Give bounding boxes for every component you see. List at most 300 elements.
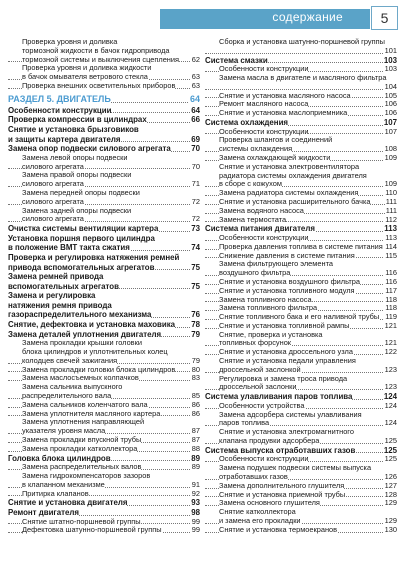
toc-page-number: 129 bbox=[384, 517, 397, 526]
toc-chapter-entry bbox=[8, 115, 200, 125]
toc-entry-text: Проверка и регулировка натяжения ремней bbox=[8, 252, 180, 262]
toc-page-number: 113 bbox=[384, 224, 397, 234]
toc-page-number: 76 bbox=[191, 310, 200, 320]
toc-entry bbox=[205, 92, 397, 101]
toc-entry bbox=[205, 100, 397, 109]
toc-entry bbox=[8, 163, 200, 172]
toc-page-number: 116 bbox=[385, 269, 397, 278]
toc-entry-text: Снятие и установка дроссельного узла bbox=[219, 348, 353, 357]
toc-entry-text: Снятие и установка приемной трубы bbox=[219, 490, 346, 499]
toc-page-number: 123 bbox=[384, 365, 397, 374]
toc-page-number: 80 bbox=[191, 365, 200, 374]
toc-entry-text: Дефектовка шатунно-поршневой группы bbox=[22, 526, 162, 535]
toc-entry bbox=[205, 172, 397, 181]
toc-page-number: 125 bbox=[384, 437, 397, 446]
toc-entry-text: Особенности конструкции bbox=[219, 233, 309, 242]
toc-entry-text: и защиты картера двигателя bbox=[8, 134, 121, 144]
toc-page-number: 62 bbox=[191, 55, 200, 64]
toc-entry-text: клапана продувки адсорбера bbox=[219, 437, 320, 446]
toc-entry-text: дроссельной заслонки bbox=[219, 383, 297, 392]
toc-entry-text: Замена термостата bbox=[219, 215, 287, 224]
toc-page-number: 119 bbox=[385, 313, 397, 322]
toc-entry-text: Замена дополнительного глушителя bbox=[219, 481, 345, 490]
toc-entry-text: распределительного вала bbox=[22, 392, 112, 401]
toc-page-number: 122 bbox=[384, 348, 397, 357]
toc-page-number: 118 bbox=[385, 295, 397, 304]
toc-chapter-entry bbox=[8, 125, 200, 135]
toc-left-column bbox=[8, 38, 200, 535]
toc-page-number: 125 bbox=[383, 445, 397, 455]
toc-entry-text: Снижение давления в системе питания bbox=[219, 251, 355, 260]
toc-entry bbox=[205, 252, 397, 261]
toc-entry bbox=[8, 189, 200, 198]
toc-entry-text: Снятие, дефектовка и установка маховика bbox=[8, 320, 176, 330]
toc-entry-text: радиатора системы охлаждения двигателя bbox=[219, 171, 367, 180]
toc-chapter-entry bbox=[8, 234, 200, 244]
toc-page-number: 126 bbox=[384, 473, 397, 482]
toc-entry-text: Система смазки bbox=[205, 55, 268, 65]
toc-entry bbox=[205, 198, 397, 207]
toc-entry-text: Замена уплотнителя масляного картера bbox=[22, 409, 161, 418]
toc-entry bbox=[205, 517, 397, 526]
toc-entry-text: Снятие и установка расширительного бачка bbox=[219, 197, 371, 206]
toc-entry bbox=[205, 455, 397, 464]
toc-entry bbox=[8, 410, 200, 419]
toc-page-number: 63 bbox=[191, 81, 200, 90]
toc-entry bbox=[8, 472, 200, 481]
toc-entry bbox=[205, 304, 397, 313]
toc-entry bbox=[8, 445, 200, 454]
toc-entry-text: Особенности конструкции bbox=[8, 105, 112, 115]
toc-entry-text: в положение ВМТ такта сжатия bbox=[8, 243, 130, 253]
toc-entry bbox=[205, 38, 397, 56]
toc-page-number: 75 bbox=[191, 262, 200, 272]
toc-page-number: 114 bbox=[385, 242, 397, 251]
toc-chapter-entry bbox=[8, 144, 200, 154]
toc-entry bbox=[8, 207, 200, 216]
toc-page-number: 87 bbox=[191, 427, 200, 436]
toc-entry bbox=[8, 401, 200, 410]
toc-page-number: 92 bbox=[191, 489, 200, 498]
toc-entry-text: Снятие и установка маслоприемника bbox=[219, 109, 348, 118]
toc-entry-text: Снятие катколлектора bbox=[219, 508, 296, 517]
toc-entry-text: натяжения ремня привода bbox=[8, 300, 112, 310]
toc-entry bbox=[205, 491, 397, 500]
toc-chapter-entry bbox=[8, 301, 200, 311]
toc-page-number: 70 bbox=[191, 144, 200, 154]
toc-entry bbox=[205, 526, 397, 535]
toc-chapter-entry bbox=[8, 253, 200, 263]
toc-page-number: 115 bbox=[385, 251, 397, 260]
toc-entry bbox=[205, 375, 397, 384]
toc-entry-text: Проверка уровня и доливка жидкости bbox=[22, 64, 152, 73]
toc-entry-text: указателя уровня масла bbox=[22, 427, 106, 436]
toc-page-number: 69 bbox=[191, 134, 200, 144]
toc-entry bbox=[205, 411, 397, 420]
toc-entry bbox=[205, 348, 397, 357]
toc-entry-text: Притирка клапанов bbox=[22, 489, 89, 498]
toc-entry bbox=[205, 313, 397, 322]
toc-page-number: 89 bbox=[191, 453, 200, 463]
toc-entry-text: Замена прокладки крышки головки bbox=[22, 339, 142, 348]
toc-page-number: 103 bbox=[383, 55, 397, 65]
toc-entry-text: Замена маслосъемных колпачков bbox=[22, 374, 139, 383]
toc-entry bbox=[205, 383, 397, 392]
toc-right-column bbox=[205, 38, 397, 535]
toc-page-number: 128 bbox=[384, 490, 397, 499]
toc-chapter-entry bbox=[8, 263, 200, 273]
toc-entry-text: Ремонт двигателя bbox=[8, 507, 79, 517]
toc-entry-text: Замена радиатора системы охлаждения bbox=[219, 189, 359, 198]
toc-entry-text: отработавших газов bbox=[219, 473, 288, 482]
toc-entry-text: Регулировка и замена троса привода bbox=[219, 374, 348, 383]
toc-entry-text: Замена правой опоры подвески bbox=[22, 171, 132, 180]
toc-page-number: 130 bbox=[384, 525, 397, 534]
toc-page-number: 72 bbox=[191, 197, 200, 206]
toc-entry bbox=[205, 508, 397, 517]
toc-page-number: 99 bbox=[191, 526, 200, 535]
toc-entry-text: топливных форсунок bbox=[219, 339, 292, 348]
toc-entry bbox=[8, 392, 200, 401]
toc-chapter-entry bbox=[8, 508, 200, 518]
toc-entry bbox=[205, 180, 397, 189]
toc-entry bbox=[205, 109, 397, 118]
toc-entry-text: силового агрегата bbox=[22, 197, 84, 206]
toc-page-number: 99 bbox=[191, 517, 200, 526]
toc-entry bbox=[205, 269, 397, 278]
toc-chapter-entry bbox=[8, 224, 200, 234]
toc-entry-text: системы охлаждения bbox=[219, 145, 293, 154]
toc-entry-text: Проверка компрессии в цилиндрах bbox=[8, 115, 147, 125]
toc-entry-text: Особенности конструкции bbox=[219, 127, 309, 136]
toc-entry-text: силового агрегата bbox=[22, 180, 84, 189]
toc-entry-text: Снятие, проверка и установка bbox=[219, 330, 323, 339]
toc-entry-text: и замена его прокладки bbox=[219, 517, 301, 526]
toc-entry-text: Снятие и установка топливной рампы bbox=[219, 321, 350, 330]
toc-entry-text: Замена топливного фильтра bbox=[219, 304, 318, 313]
toc-entry bbox=[8, 481, 200, 490]
toc-entry-text: Снятие и установка воздушного фильтра bbox=[219, 277, 360, 286]
toc-entry bbox=[8, 198, 200, 207]
toc-entry bbox=[8, 82, 200, 91]
toc-page-number: 106 bbox=[384, 109, 397, 118]
toc-entry bbox=[8, 339, 200, 348]
toc-entry-text: газораспределительного механизма bbox=[8, 310, 152, 320]
toc-chapter-entry bbox=[205, 56, 397, 66]
toc-entry bbox=[8, 418, 200, 427]
toc-entry bbox=[205, 216, 397, 225]
toc-page-number: 121 bbox=[384, 339, 397, 348]
toc-page-number: 79 bbox=[191, 356, 200, 365]
toc-page-number: 123 bbox=[384, 383, 397, 392]
toc-entry-text: Снятие топливного бака и его наливной трубы bbox=[219, 313, 380, 322]
toc-entry-text: Снятие и установка масляного насоса bbox=[219, 91, 351, 100]
toc-entry bbox=[205, 163, 397, 172]
toc-entry bbox=[205, 128, 397, 137]
toc-chapter-entry bbox=[205, 118, 397, 128]
toc-page-number: 103 bbox=[384, 65, 397, 74]
toc-page-number: 112 bbox=[385, 215, 397, 224]
toc-page-number: 105 bbox=[384, 91, 397, 100]
toc-page-number: 63 bbox=[191, 73, 200, 82]
toc-entry bbox=[8, 490, 200, 499]
toc-entry-text: Замена левой опоры подвески bbox=[22, 153, 128, 162]
toc-entry-text: Снятие и установка педали управления bbox=[219, 357, 356, 366]
toc-page-number: 109 bbox=[384, 180, 397, 189]
toc-entry bbox=[8, 47, 200, 56]
toc-entry-text: Система охлаждения bbox=[205, 117, 289, 127]
toc-entry bbox=[205, 287, 397, 296]
toc-page-number: 66 bbox=[191, 115, 200, 125]
toc-chapter-entry bbox=[8, 330, 200, 340]
toc-entry bbox=[205, 322, 397, 331]
toc-leader-dots bbox=[205, 89, 397, 90]
toc-entry-text: Снятие и установка термоекранов bbox=[219, 525, 338, 534]
toc-entry bbox=[205, 464, 397, 473]
toc-entry bbox=[205, 243, 397, 252]
toc-entry-text: Замена охлаждающей жидкости bbox=[219, 153, 331, 162]
toc-page-number: 83 bbox=[191, 374, 200, 383]
toc-entry bbox=[205, 145, 397, 154]
toc-page-number: 121 bbox=[384, 321, 397, 330]
toc-page-number: 110 bbox=[385, 189, 397, 198]
toc-page-number: 116 bbox=[385, 277, 397, 286]
toc-page-number: 124 bbox=[384, 401, 397, 410]
toc-entry-text: Замена сальника выпускного bbox=[22, 383, 123, 392]
toc-entry-text: воздушного фильтра bbox=[219, 269, 291, 278]
toc-chapter-entry bbox=[8, 320, 200, 330]
toc-page-number: 89 bbox=[191, 463, 200, 472]
toc-entry-text: Замена деталей уплотнения двигателя bbox=[8, 329, 162, 339]
toc-entry bbox=[8, 383, 200, 392]
toc-entry-text: колодцев свечей зажигания bbox=[22, 356, 118, 365]
toc-entry bbox=[8, 154, 200, 163]
toc-entry-text: Замена задней опоры подвески bbox=[22, 206, 132, 215]
toc-chapter-entry bbox=[8, 291, 200, 301]
toc-page-number: 73 bbox=[191, 224, 200, 234]
toc-entry-text: в бачок омывателя ветрового стекла bbox=[22, 73, 148, 82]
toc-entry bbox=[205, 278, 397, 287]
toc-entry-text: Замена и регулировка bbox=[8, 291, 96, 301]
toc-entry bbox=[205, 154, 397, 163]
toc-entry-text: Головка блока цилиндров bbox=[8, 453, 111, 463]
toc-entry-text: Замена подушек подвески системы выпуска bbox=[219, 464, 372, 473]
toc-entry bbox=[205, 482, 397, 491]
toc-chapter-entry bbox=[205, 446, 397, 456]
toc-page-number: 86 bbox=[191, 409, 200, 418]
toc-entry-text: в клапанном механизме bbox=[22, 480, 105, 489]
toc-page-number: 109 bbox=[384, 153, 397, 162]
toc-entry-text: Замена прокладки катколлектора bbox=[22, 444, 138, 453]
toc-entry-text: Проверка давления топлива в системе питания bbox=[219, 242, 383, 251]
toc-entry-text: Замена прокладки головки блока цилиндров bbox=[22, 365, 176, 374]
toc-entry-text: дроссельной заслонкой bbox=[219, 365, 301, 374]
toc-entry bbox=[8, 436, 200, 445]
toc-entry-text: Снятие и установка топливного модуля bbox=[219, 286, 355, 295]
toc-entry-text: Установка поршня первого цилиндра bbox=[8, 233, 155, 243]
toc-entry bbox=[205, 402, 397, 411]
toc-entry-text: паров топлива bbox=[219, 419, 270, 428]
toc-page-number: 127 bbox=[384, 481, 397, 490]
toc-entry bbox=[8, 427, 200, 436]
toc-page-number: 124 bbox=[384, 419, 397, 428]
toc-page-number: 78 bbox=[191, 320, 200, 330]
toc-entry-text: Замена топливного насоса bbox=[219, 295, 312, 304]
toc-entry-text: Замена адсорбера системы улавливания bbox=[219, 410, 362, 419]
toc-entry bbox=[205, 234, 397, 243]
toc-chapter-entry bbox=[8, 282, 200, 292]
toc-entry-text: Замена ремней привода bbox=[8, 272, 104, 282]
toc-entry bbox=[8, 73, 200, 82]
toc-entry-text: Снятие и установка электромагнитного bbox=[219, 428, 354, 437]
toc-entry bbox=[205, 189, 397, 198]
toc-entry-text: Система улавливания паров топлива bbox=[205, 392, 353, 402]
toc-chapter-entry bbox=[8, 454, 200, 464]
toc-page-number: 79 bbox=[191, 329, 200, 339]
toc-entry-text: блока цилиндров и уплотнительных колец bbox=[22, 348, 168, 357]
toc-page-number: 72 bbox=[191, 215, 200, 224]
toc-section-title bbox=[8, 93, 200, 105]
toc-page-number: 70 bbox=[191, 162, 200, 171]
toc-entry-text: Проверка уровня и доливка bbox=[22, 38, 118, 46]
toc-entry bbox=[205, 260, 397, 269]
toc-entry bbox=[8, 215, 200, 224]
toc-page-number: 87 bbox=[191, 436, 200, 445]
toc-entry bbox=[205, 366, 397, 375]
toc-page-number: 118 bbox=[385, 304, 397, 313]
toc-page-number: 113 bbox=[385, 233, 397, 242]
toc-entry-text: тормозной системы и выключения сцепления bbox=[22, 55, 180, 64]
toc-entry-text: Замена опор подвески силового агрегата bbox=[8, 144, 171, 154]
toc-entry-text: Замена сальников коленчатого вала bbox=[22, 400, 148, 409]
toc-entry-text: в сборе с кожухом bbox=[219, 180, 282, 189]
toc-page-number: 75 bbox=[191, 281, 200, 291]
toc-entry-text: Снятие штатно-поршневой группы bbox=[22, 517, 141, 526]
toc-entry bbox=[8, 348, 200, 357]
toc-entry bbox=[8, 180, 200, 189]
toc-entry bbox=[8, 366, 200, 375]
toc-page-number: 111 bbox=[385, 197, 397, 206]
toc-entry-text: Замена масла в двигателе и масляного фильтра bbox=[219, 73, 387, 82]
toc-page-number: 91 bbox=[191, 480, 200, 489]
toc-page-number: 111 bbox=[385, 206, 397, 215]
toc-page-number: 64 bbox=[191, 105, 200, 115]
toc-entry bbox=[8, 56, 200, 65]
page-number: 5 bbox=[371, 6, 398, 30]
toc-page-number: 104 bbox=[384, 81, 397, 91]
toc-page-number: 108 bbox=[384, 145, 397, 154]
toc-page-number: 71 bbox=[191, 180, 200, 189]
toc-entry-text: Снятие и установка двигателя bbox=[8, 498, 128, 508]
toc-entry-text: Проверка внешних осветительных приборов bbox=[22, 81, 176, 90]
toc-entry-text: РАЗДЕЛ 5. ДВИГАТЕЛЬ bbox=[8, 93, 111, 104]
toc-entry-text: вспомогательных агрегатов bbox=[8, 281, 119, 291]
toc-page-number: 85 bbox=[191, 392, 200, 401]
toc-entry-text: Замена водяного насоса bbox=[219, 206, 304, 215]
toc-entry bbox=[205, 499, 397, 508]
toc-entry bbox=[205, 65, 397, 74]
toc-entry-text: Очистка системы вентиляции картера bbox=[8, 224, 159, 234]
toc-entry bbox=[8, 64, 200, 73]
toc-entry-text: Замена уплотнения направляющей bbox=[22, 418, 145, 427]
toc-page-number: 107 bbox=[384, 127, 397, 136]
toc-entry bbox=[8, 526, 200, 535]
toc-entry bbox=[205, 74, 397, 92]
toc-entry bbox=[205, 339, 397, 348]
toc-page-number: 125 bbox=[384, 455, 397, 464]
toc-entry-text: Замена фильтрующего элемента bbox=[219, 260, 333, 269]
toc-entry-text: Сборка и установка шатунно-поршневой группы bbox=[219, 38, 385, 46]
toc-entry-text: Особенности конструкции bbox=[219, 65, 309, 74]
toc-page-number: 93 bbox=[191, 498, 200, 508]
toc-entry-text: тормозной жидкости в бачок гидропривода bbox=[22, 46, 170, 55]
toc-entry-text: Система выпуска отработавших газов bbox=[205, 445, 356, 455]
toc-entry bbox=[205, 437, 397, 446]
toc-chapter-entry bbox=[8, 243, 200, 253]
toc-entry bbox=[8, 357, 200, 366]
toc-chapter-entry bbox=[205, 392, 397, 402]
toc-entry bbox=[8, 463, 200, 472]
toc-chapter-entry bbox=[8, 106, 200, 116]
toc-entry bbox=[205, 428, 397, 437]
toc-entry-text: Ремонт масляного насоса bbox=[219, 100, 309, 109]
toc-entry-text: Особенности конструкции bbox=[219, 455, 309, 464]
toc-entry-text: Особенности устройства bbox=[219, 401, 305, 410]
toc-entry bbox=[8, 518, 200, 527]
toc-entry-text: силового агрегата bbox=[22, 215, 84, 224]
toc-page-number: 107 bbox=[383, 117, 397, 127]
toc-entry-text: Проверка шлангов и соединений bbox=[219, 136, 333, 145]
toc-entry bbox=[205, 357, 397, 366]
toc-entry-text: Замена основного глушителя bbox=[219, 499, 320, 508]
toc-entry-text: Замена передней опоры подвески bbox=[22, 188, 140, 197]
toc-entry bbox=[205, 136, 397, 145]
toc-entry bbox=[205, 296, 397, 305]
toc-leader-dots bbox=[205, 53, 397, 54]
toc-page-number: 106 bbox=[384, 100, 397, 109]
toc-page-number: 86 bbox=[191, 400, 200, 409]
toc-page-number: 98 bbox=[191, 507, 200, 517]
toc-entry bbox=[8, 38, 200, 47]
toc-entry bbox=[205, 331, 397, 340]
toc-entry-text: Замена прокладки впускной трубы bbox=[22, 436, 142, 445]
toc-entry-text: Замена гидрокомпенсаторов зазоров bbox=[22, 472, 151, 480]
toc-page-number: 88 bbox=[191, 444, 200, 453]
toc-entry-text: Снятие и установка электровентилятора bbox=[219, 162, 360, 171]
toc-page-number: 64 bbox=[189, 93, 200, 104]
toc-page-number: 124 bbox=[383, 392, 397, 402]
toc-entry-text: Замена распределительных валов bbox=[22, 463, 142, 472]
toc-page-number: 117 bbox=[385, 286, 397, 295]
page-header bbox=[0, 0, 403, 30]
toc-chapter-entry bbox=[205, 224, 397, 234]
toc-entry-text: Система питания двигателя bbox=[205, 224, 315, 234]
toc-page-number: 74 bbox=[191, 243, 200, 253]
toc-chapter-entry bbox=[8, 135, 200, 145]
toc-entry-text: привода вспомогательных агрегатов bbox=[8, 262, 155, 272]
toc-chapter-entry bbox=[8, 272, 200, 282]
toc-entry bbox=[205, 473, 397, 482]
header-title: содержание bbox=[272, 10, 343, 24]
toc-page-number: 101 bbox=[384, 45, 397, 55]
toc-chapter-entry bbox=[8, 310, 200, 320]
toc-entry bbox=[205, 207, 397, 216]
toc-entry bbox=[8, 171, 200, 180]
toc-entry-text: силового агрегата bbox=[22, 162, 84, 171]
toc-page-number: 129 bbox=[384, 499, 397, 508]
toc-entry bbox=[205, 419, 397, 428]
toc-entry-text: Снятие и установка брызговиков bbox=[8, 124, 139, 134]
